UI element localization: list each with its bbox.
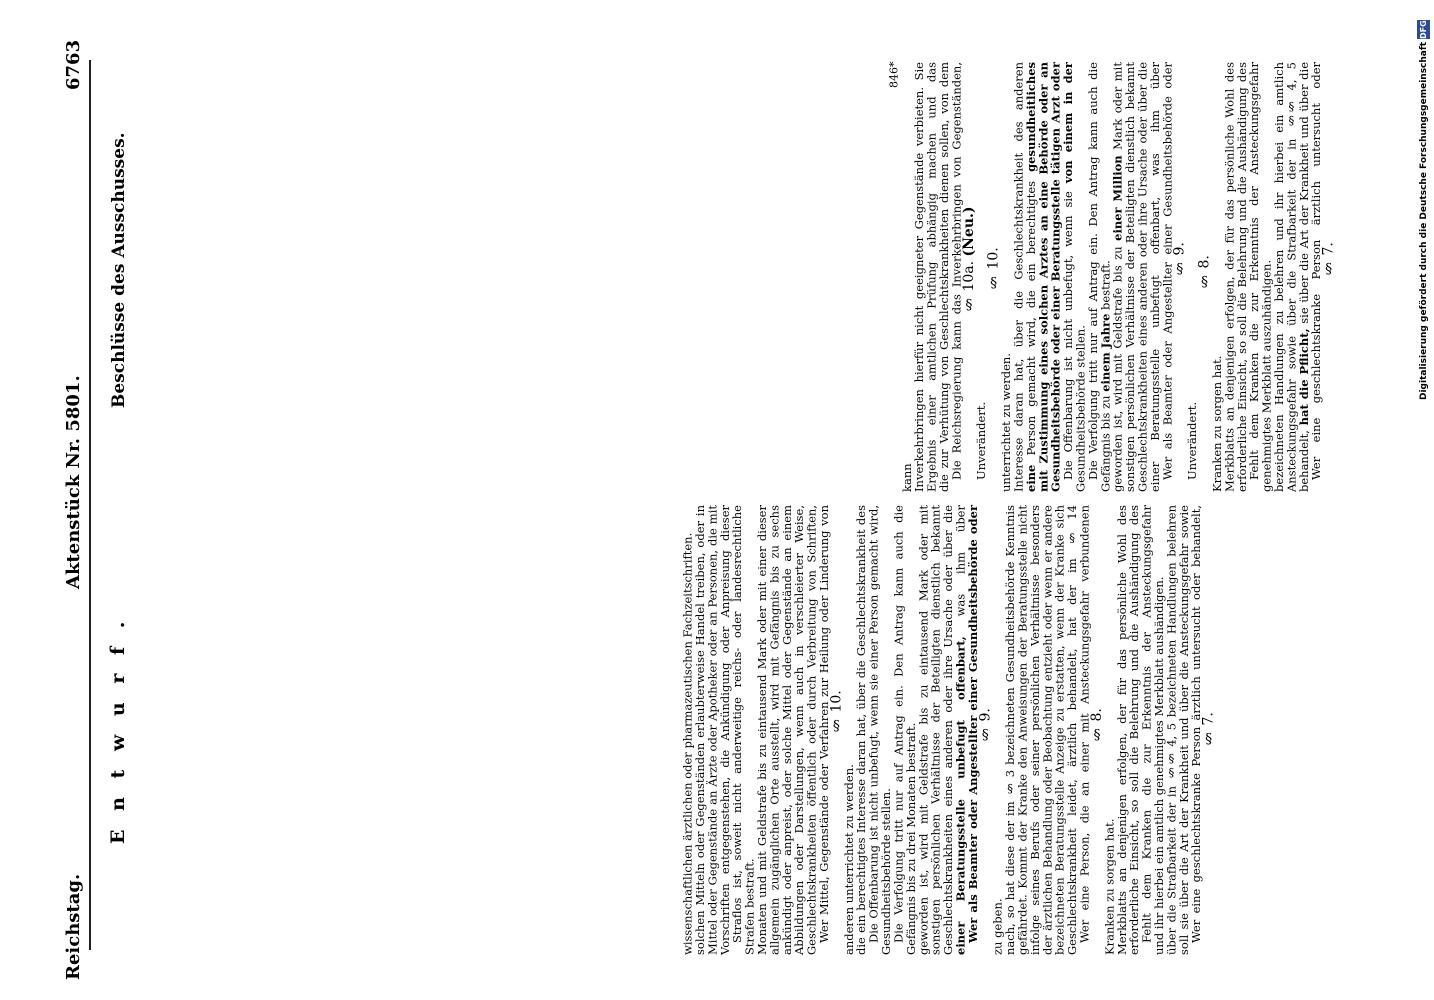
r-s8-head: § 8. [1196,255,1213,289]
l-s9-p1-bold: Wer als Beamter oder Angestellter einer Gesundheitsbehörde oder einer Beratungsstelle unbefugt offenbart, [953,505,980,955]
l-s9-p2: Die Verfolgung tritt nur auf Antrag ein. Den Antrag kann auch die Gesundheitsbehörde stellen. [879,505,906,955]
right-text-column [135,62,1335,492]
r-s9-p1c: Mark oder mit Gefängnis bis zu [1098,62,1125,492]
r-s9-p1d: einem Jahre [1098,313,1113,392]
l-s9-p1 [905,505,979,955]
r-s9-p3a: Die Offenbarung ist nicht unbefugt, wenn sie [1061,183,1076,480]
r-s7-p1a: Wer eine geschlechtskranke Person ärztlich untersucht oder behandelt, [1296,62,1324,492]
page-header-rule [89,60,91,950]
r-s9-p1b: einer Million [1110,155,1125,241]
l-s8-p1: Wer eine Person, die an einer mit Ansteckungsgefahr verbundenen Geschlechtskrankheit leidet, ärztlich behandelt, hat der im § 14 bezeichneten Beratungsstelle Anzeige zu erstatten, wenn der Kranke sich der ärztlichen Behandlung oder Beobachtung entzieht oder wenn er andere infolge seines Berufs oder seiner persönlichen Verhältnisse besonders gefährdet. Kommt der Kranke den Anweisungen der Beratungsstelle nicht nach, so hat diese der im § 3 bezeichneten Gesundheitsbehörde Kenntnis zu geben. [990,505,1092,955]
r-s9-p3c: Person gemacht wird, die ein berechtigtes [1023,171,1038,465]
left-text-column [135,505,1215,955]
l-s10-head: § 10. [828,690,845,734]
l-s10-p2: Straflos ist, soweit nicht anderweitige reichs- oder landesrechtliche Vorschriften entgegenstehen, die Ankündigung oder Anpreisung dieser Mittel oder Gegenstände an Ärzte oder Apotheker oder an Personen, die mit solchen Mitteln oder Gegenständen erlaubterweise Handel treiben, oder in wissenschaftlichen ärztlichen oder pharmazeutischen Fachzeitschriften. [680,505,745,955]
r-s9-p3 [1000,62,1074,492]
r-s9-p1a: Wer als Beamter oder Angestellter einer Gesundheitsbehörde oder einer Beratungsstelle unbefugt offenbart, was ihm über Geschlechtskrankheiten eines anderen oder ihre Ursache oder über die sonstigen persönlichen Verhältnisse der Beteiligten dienstlich bekannt geworden ist, wird mit Geldstrafe bis zu [1110,62,1175,492]
l-s7-head: § 7. [1200,712,1217,746]
r-s10-head: § 10. [985,247,1002,291]
r-s10a-p1: Die Reichsregierung kann das Inverkehrbringen von Gegenständen, die zur Verhütung von Geschlechtskrankheiten dienen sollen, von dem Ergebnis einer amtlichen Prüfung abhängig machen und das Inverkehrbringen hierfür nicht geeigneter Gegenstände verbieten. Sie kann [899,62,964,492]
page-header-right: 6763 [63,40,84,91]
page-header-left: Reichstag. [63,873,84,980]
r-s9-p2: Die Verfolgung tritt nur auf Antrag ein. Den Antrag kann auch die Gesundheitsbehörde stellen. [1073,62,1100,492]
r-s8-p1: Unverändert. [1185,401,1200,480]
r-s9-p3b: von einem in der Gesundheitsbehörde oder einer Beratungsstelle tätigen Arzt oder mit Zustimmung eines solchen Arztes an eine Behörde oder an eine [1023,62,1076,492]
page-header [58,40,84,980]
r-signature: 846* [887,62,901,89]
r-s9-p1 [1099,62,1173,492]
r-s9-head: § 9. [1171,242,1188,276]
r-s7-p1b: hat die Pflicht, [1296,328,1311,426]
l-s8-head: § 8. [1088,708,1105,742]
digitization-note [1415,10,1429,400]
page-header-center: Aktenstück Nr. 5801. [63,375,84,589]
r-s9-p3d: gesundheitliches [1023,62,1038,172]
r-s10-p1: Unverändert. [974,401,989,480]
r-s7-p1 [1261,62,1323,492]
r-s9-p1e: bestraft. [1098,260,1113,314]
r-s9-p3e: Interesse daran hat, über die Geschlechtskrankheit des anderen unterrichtet zu werden. [999,62,1026,492]
l-s7-p1: Wer eine geschlechtskranke Person ärztlich untersucht oder behandelt, soll sie über die Art der Krankheit und über die Ansteckungsgefahr sowie über die Strafbarkeit der in §§ 4, 5 bezeichneten Handlungen belehren und ihr hierbei ein amtlich genehmigtes Merkblatt aushändigen. [1151,505,1204,955]
page-title-right: Beschlüsse des Ausschusses. [109,132,129,408]
r-s10a-head [960,66,977,452]
l-s7-p2: Fehlt dem Kranken die zur Erkenntnis der Ansteckungsgefahr erforderliche Einsicht, so soll die Belehrung und die Aushändigung des Merkblatts an denjenigen erfolgen, der für das persönliche Wohl des Kranken zu sorgen hat. [1102,505,1154,955]
r-s7-head: § 7. [1320,242,1337,276]
dfg-logo: DFG [1419,20,1428,39]
page-title-left: E n t w u r f . [107,615,129,845]
l-s9-p3: Die Offenbarung ist nicht unbefugt, wenn sie einer Person gemacht wird, die ein berechtigtes Interesse daran hat, über die Geschlechtskrankheit des anderen unterrichtet zu werden. [841,505,881,955]
r-s10a-number: § 10a. [960,260,977,312]
l-s9-p1-rest: was ihm über Geschlechtskrankheiten eines anderen oder ihre Ursache oder über die sonstigen persönlichen Verhältnisse der Beteiligten dienstlich bekannt geworden ist, wird mit Geldstrafe bis zu eintausend Mark oder mit Gefängnis bis zu drei Monaten bestraft. [903,505,968,955]
r-s10a-new: (Neu.) [960,206,977,257]
l-s10-p1: Wer Mittel, Gegenstände oder Verfahren zur Heilung oder Linderung von Geschlechtskrankheiten öffentlich oder durch Verbreitung von Schriften, Abbildungen oder Darstellungen, wenn auch in verschleierter Weise, ankündigt oder anpreist, oder solche Mittel oder Gegenstände an einem allgemein zugänglichen Orte ausstellt, wird mit Gefängnis bis zu sechs Monaten und mit Geldstrafe bis zu eintausend Mark oder mit einer dieser Strafen bestraft. [742,505,831,955]
l-s9-head: § 9. [977,708,994,742]
r-s7-p1c: sie über die Art der Krankheit und über die Ansteckungsgefahr sowie über die Strafbarkeit der in §§ 4, 5 bezeichneten Handlungen zu belehren und ihr hierbei ein amtlich genehmigtes Merkblatt auszuhändigen. [1259,62,1311,492]
digitization-text: Digitalisierung gefördert durch die Deutsche Forschungsgemeinschaft [1419,41,1429,400]
r-s7-p2: Fehlt dem Kranken die zur Erkenntnis der Ansteckungsgefahr erforderliche Einsicht, so soll die Belehrung und die Aushändigung des Merkblatts an denjenigen erfolgen, der für das persönliche Wohl des Kranken zu sorgen hat. [1209,62,1262,492]
